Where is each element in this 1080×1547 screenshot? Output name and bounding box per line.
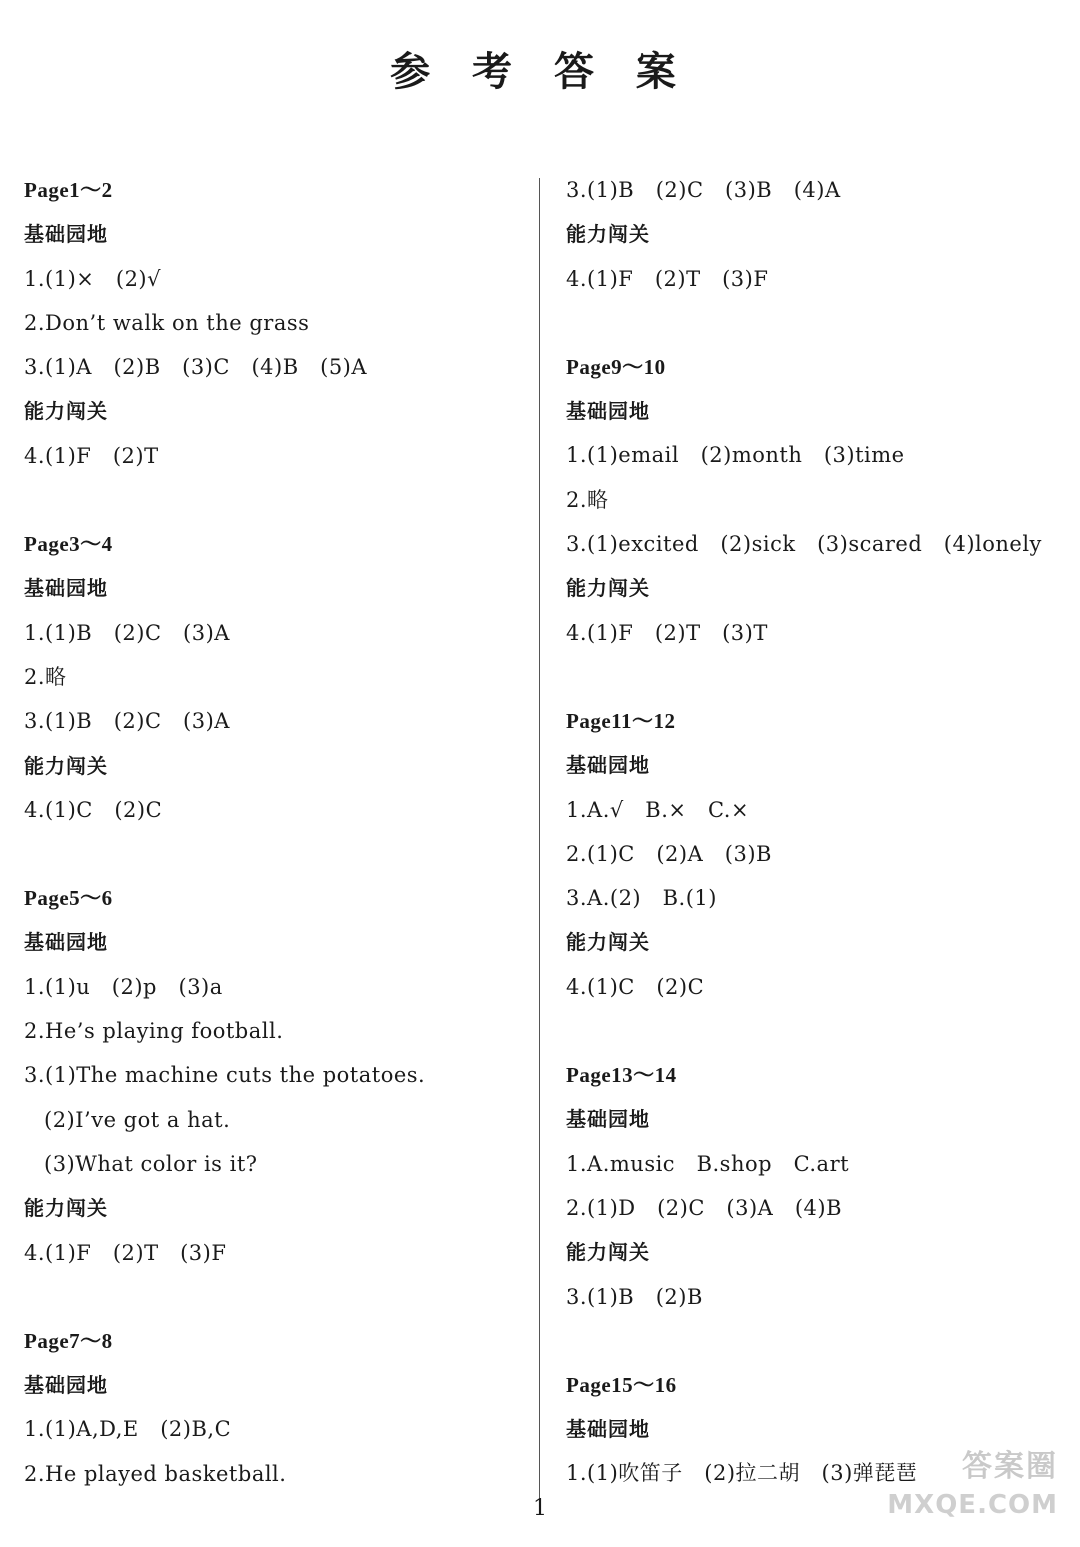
page-range-heading: Page11～12: [566, 708, 676, 733]
answer-line: 1.A.music B.shop C.art: [566, 1151, 850, 1176]
page-range-heading: Page13～14: [566, 1063, 677, 1088]
answer-line: 1.(1)× (2)√: [24, 266, 162, 291]
section-subheading: 基础园地: [24, 222, 108, 247]
section-subheading: 基础园地: [24, 1373, 108, 1398]
answer-line: 3.(1)A (2)B (3)C (4)B (5)A: [24, 355, 368, 380]
answer-subline: (3)What color is it?: [44, 1151, 258, 1176]
answer-line: 1.(1)email (2)month (3)time: [566, 443, 905, 468]
section-subheading: 能力闯关: [566, 576, 650, 601]
answer-line: 1.(1)吹笛子 (2)拉二胡 (3)弹琵琶: [566, 1461, 918, 1486]
answer-line: 2.He’s playing football.: [24, 1019, 284, 1044]
answer-line: 2.(1)D (2)C (3)A (4)B: [566, 1195, 843, 1220]
answer-line: 2.(1)C (2)A (3)B: [566, 841, 772, 866]
section-subheading: 能力闯关: [566, 222, 650, 247]
answer-line: 1.(1)u (2)p (3)a: [24, 974, 223, 999]
page-range-heading: Page9～10: [566, 354, 666, 379]
answer-line: 3.(1)B (2)C (3)B (4)A: [566, 178, 841, 202]
section-subheading: 能力闯关: [24, 399, 108, 424]
section-subheading: 能力闯关: [24, 753, 108, 778]
answer-column-right: [566, 168, 1066, 1540]
page-range-heading: Page7～8: [24, 1328, 113, 1353]
section-subheading: 能力闯关: [566, 1240, 650, 1265]
answer-line: 1.(1)B (2)C (3)A: [24, 620, 230, 645]
section-subheading: 基础园地: [566, 399, 650, 424]
answer-line: 3.(1)B (2)C (3)A: [24, 709, 230, 734]
answer-section: [566, 1053, 1066, 1319]
answer-line: 1.(1)A,D,E (2)B,C: [24, 1417, 232, 1442]
answer-section: [24, 1319, 524, 1496]
section-subheading: 基础园地: [24, 930, 108, 955]
answer-line: 2.略: [24, 664, 67, 689]
answer-line: 3.A.(2) B.(1): [566, 886, 717, 911]
answer-section: [566, 168, 1066, 301]
section-subheading: 基础园地: [566, 753, 650, 778]
answer-section: [566, 699, 1066, 1009]
answer-subline: (2)I’ve got a hat.: [44, 1107, 231, 1132]
answer-line: 4.(1)F (2)T (3)T: [566, 620, 768, 645]
answer-section: [566, 345, 1066, 655]
answer-line: 4.(1)C (2)C: [566, 974, 705, 999]
answer-line: 2.He played basketball.: [24, 1461, 287, 1486]
answer-line: 2.Don’t walk on the grass: [24, 310, 310, 335]
page-range-heading: Page15～16: [566, 1372, 677, 1397]
answer-line: 3.(1)excited (2)sick (3)scared (4)lonely: [566, 532, 1042, 557]
answer-line: 4.(1)F (2)T (3)F: [566, 266, 769, 291]
answer-line: 3.(1)The machine cuts the potatoes.: [24, 1063, 426, 1088]
page-range-heading: Page5～6: [24, 886, 113, 911]
page-title: 参 考 答 案: [390, 49, 690, 95]
answer-column-left: [24, 168, 524, 1540]
watermark-logo: [882, 1447, 1058, 1535]
answer-section: [24, 876, 524, 1275]
section-subheading: 能力闯关: [24, 1196, 108, 1221]
page-number: 1: [533, 1496, 547, 1521]
section-subheading: 基础园地: [24, 576, 108, 601]
page-range-heading: Page3～4: [24, 532, 113, 557]
answer-line: 4.(1)C (2)C: [24, 797, 163, 822]
column-divider: [539, 178, 540, 1500]
answer-section: [24, 522, 524, 832]
answer-section: [24, 168, 524, 478]
section-subheading: 基础园地: [566, 1417, 650, 1442]
answer-line: 3.(1)B (2)B: [566, 1284, 703, 1309]
answer-line: 1.A.√ B.× C.×: [566, 797, 750, 822]
section-subheading: 基础园地: [566, 1107, 650, 1132]
answer-line: 2.略: [566, 487, 609, 512]
watermark-line-2: MXQE.COM: [887, 1490, 1058, 1520]
answer-line: 4.(1)F (2)T: [24, 443, 159, 468]
answer-line: 4.(1)F (2)T (3)F: [24, 1240, 227, 1265]
section-subheading: 能力闯关: [566, 930, 650, 955]
page-range-heading: Page1～2: [24, 178, 113, 202]
watermark-line-1: 答案圈: [962, 1449, 1058, 1484]
